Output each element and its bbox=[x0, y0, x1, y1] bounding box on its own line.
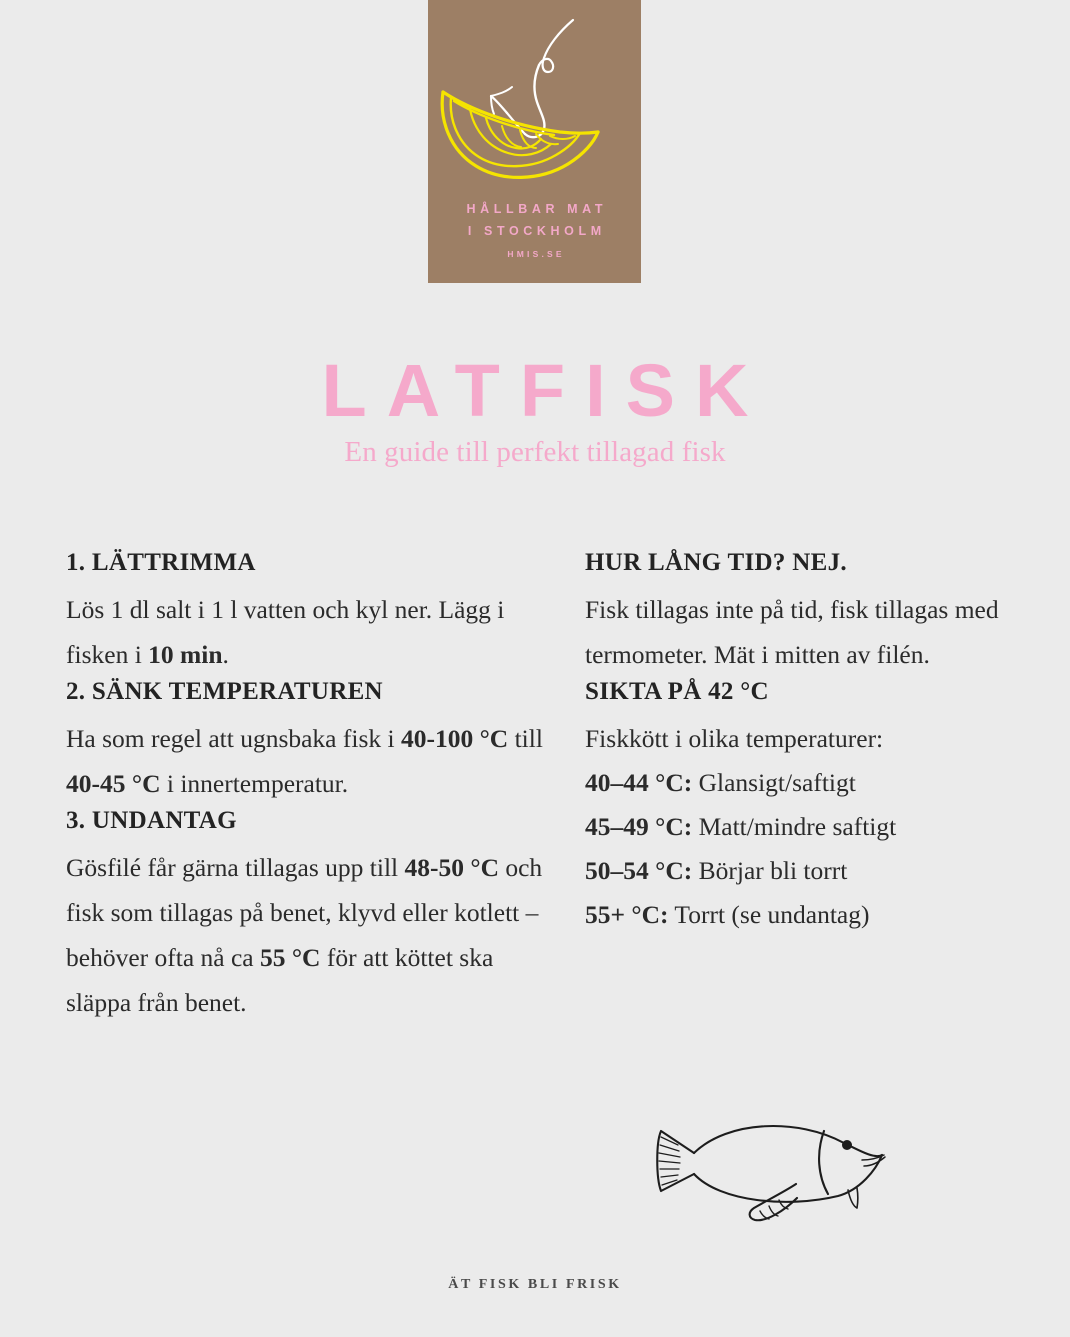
brand-logo-card bbox=[428, 0, 641, 283]
section-body: Fisk tillagas inte på tid, fisk tillagas med termometer. Mät i mitten av filén. bbox=[585, 595, 999, 669]
temperature-list-item bbox=[585, 805, 1030, 849]
logo-website: HMIS.SE bbox=[507, 249, 565, 259]
temperature-description: Börjar bli torrt bbox=[692, 856, 848, 885]
page-subtitle: En guide till perfekt tillagad fisk bbox=[344, 436, 726, 468]
section-undantag bbox=[66, 806, 546, 1025]
masthead bbox=[0, 349, 1070, 470]
temperature-range: 45–49 °C: bbox=[585, 812, 693, 841]
logo-line-2: I STOCKHOLM bbox=[467, 224, 606, 238]
section-sikta-pa bbox=[585, 677, 1030, 761]
section-body: Fiskkött i olika temperaturer: bbox=[585, 724, 884, 753]
section-heading: 3. UNDANTAG bbox=[66, 807, 237, 834]
temperature-list-item bbox=[585, 849, 1030, 893]
lemon-wedge-icon bbox=[442, 92, 598, 177]
emphasis: 48-50 °C bbox=[404, 853, 499, 882]
section-sank-temperaturen bbox=[66, 677, 546, 806]
emphasis: 10 min bbox=[148, 640, 223, 669]
temperature-list-item bbox=[585, 893, 1030, 937]
logo-artwork bbox=[428, 8, 641, 198]
temperature-range: 40–44 °C: bbox=[585, 768, 693, 797]
section-lattrimma bbox=[66, 548, 546, 677]
logo-line-1: HÅLLBAR MAT bbox=[466, 202, 608, 216]
section-heading: 2. SÄNK TEMPERATUREN bbox=[66, 678, 383, 705]
right-column bbox=[585, 548, 1030, 937]
temperature-range: 50–54 °C: bbox=[585, 856, 693, 885]
temperature-description: Matt/mindre saftigt bbox=[692, 812, 897, 841]
section-body: Ha som regel att ugnsbaka fisk i 40-100 °C till 40-45 °C i innertemperatur. bbox=[66, 724, 543, 798]
logo-wordmark bbox=[428, 198, 641, 264]
section-heading: SIKTA PÅ 42 °C bbox=[585, 678, 769, 705]
section-hur-lang-tid bbox=[585, 548, 1030, 677]
section-body: Gösfilé får gärna tillagas upp till 48-50 °C och fisk som tillagas på benet, klyvd eller kotlett – behöver ofta nå ca 55 °C för att köttet ska släppa från benet. bbox=[66, 853, 543, 1017]
page-title: LATFISK bbox=[321, 349, 769, 432]
footer-tagline: ÄT FISK BLI FRISK bbox=[448, 1277, 622, 1292]
temperature-description: Torrt (se undantag) bbox=[668, 900, 870, 929]
content-columns bbox=[0, 548, 1070, 1248]
temperature-list bbox=[585, 761, 1030, 937]
temperature-list-item bbox=[585, 761, 1030, 805]
emphasis: 40-100 °C bbox=[400, 724, 509, 753]
emphasis: 55 °C bbox=[259, 943, 321, 972]
fish-illustration bbox=[648, 1098, 898, 1233]
emphasis: 40-45 °C bbox=[66, 769, 161, 798]
temperature-description: Glansigt/saftigt bbox=[692, 768, 856, 797]
left-column bbox=[66, 548, 546, 1025]
temperature-range: 55+ °C: bbox=[585, 900, 669, 929]
footer bbox=[0, 1275, 1070, 1293]
section-heading: 1. LÄTTRIMMA bbox=[66, 549, 256, 576]
section-heading: HUR LÅNG TID? NEJ. bbox=[585, 549, 847, 576]
fish-line-drawing-icon bbox=[648, 1098, 898, 1233]
section-body: Lös 1 dl salt i 1 l vatten och kyl ner. Lägg i fisken i 10 min. bbox=[66, 595, 505, 669]
